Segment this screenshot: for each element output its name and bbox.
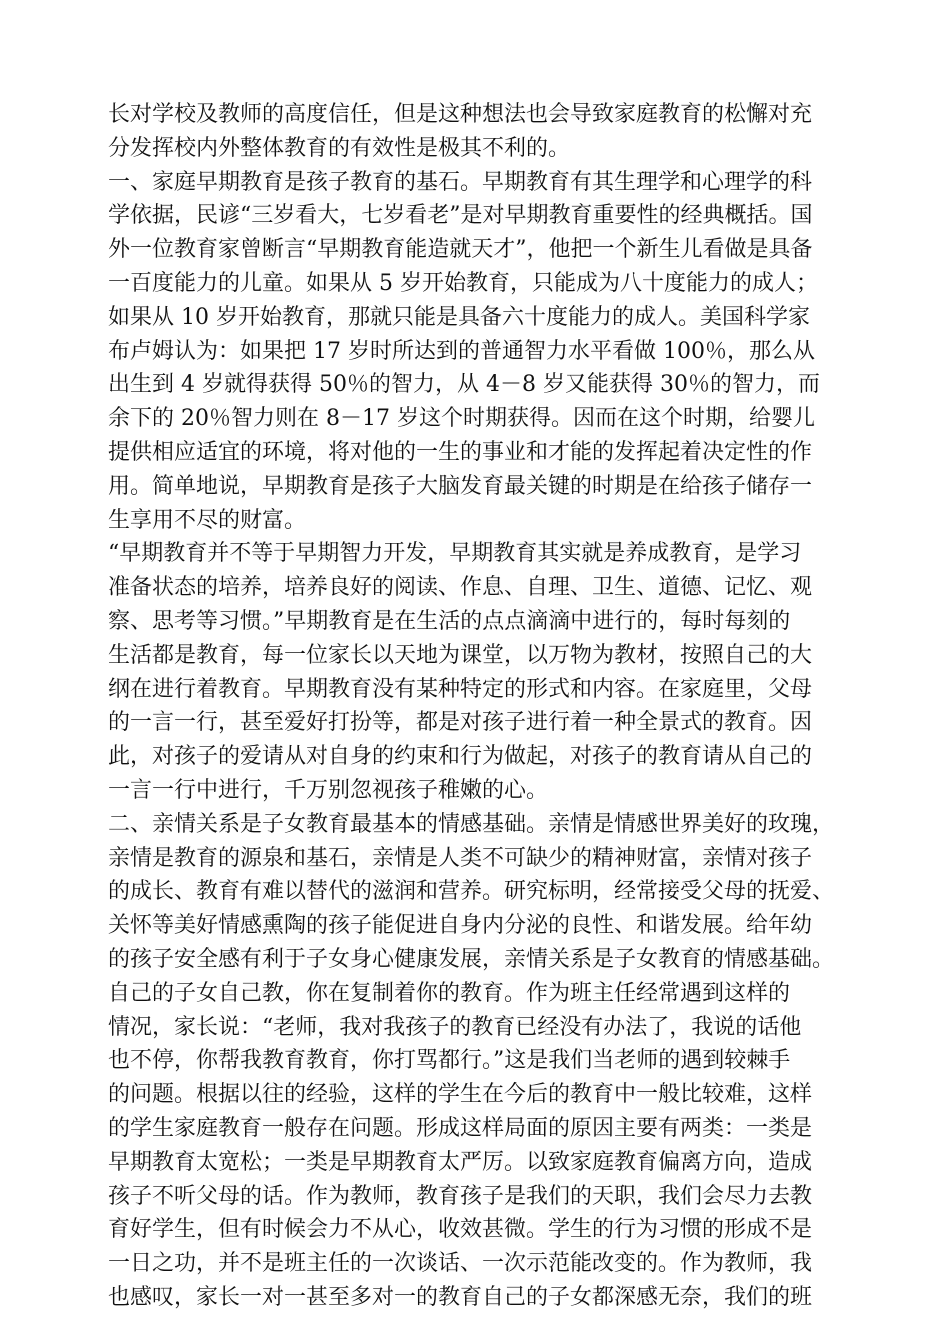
text-line: 一百度能力的儿童。如果从 5 岁开始教育，只能成为八十度能力的成人；	[108, 270, 818, 296]
text-line: 布卢姆认为：如果把 17 岁时所达到的普通智力水平看做 100％，那么从	[108, 338, 815, 364]
text-line: 用。简单地说，早期教育是孩子大脑发育最关键的时期是在给孩子储存一	[108, 473, 813, 499]
text-line: 亲情是教育的源泉和基石，亲情是人类不可缺少的精神财富，亲情对孩子	[108, 845, 813, 871]
text-line: 外一位教育家曾断言“早期教育能造就天才”，他把一个新生儿看做是具备	[108, 237, 813, 263]
text-line: 生活都是教育，每一位家长以天地为课堂，以万物为教材，按照自己的大	[108, 642, 813, 668]
text-line: 提供相应适宜的环境，将对他的一生的事业和才能的发挥起着决定性的作	[108, 439, 813, 465]
text-line: 分发挥校内外整体教育的有效性是极其不利的。	[108, 135, 571, 161]
text-line: 也感叹，家长一对一甚至多对一的教育自己的子女都深感无奈，我们的班	[108, 1284, 813, 1310]
text-line: 也不停，你帮我教育教育，你打骂都行。”这是我们当老师的遇到较棘手	[108, 1048, 791, 1074]
text-line: 的一言一行，甚至爱好打扮等，都是对孩子进行着一种全景式的教育。因	[108, 710, 813, 736]
text-line: 早期教育太宽松；一类是早期教育太严厉。以致家庭教育偏离方向，造成	[108, 1149, 813, 1175]
text-line: 生享用不尽的财富。	[108, 507, 307, 533]
text-line: 一日之功，并不是班主任的一次谈话、一次示范能改变的。作为教师，我	[108, 1251, 813, 1277]
text-line: “早期教育并不等于早期智力开发，早期教育其实就是养成教育，是学习	[108, 541, 802, 567]
text-line: 学依据，民谚“三岁看大，七岁看老”是对早期教育重要性的经典概括。国	[108, 203, 813, 229]
text-line: 的学生家庭教育一般存在问题。形成这样局面的原因主要有两类：一类是	[108, 1115, 813, 1141]
text-line: 纲在进行着教育。早期教育没有某种特定的形式和内容。在家庭里，父母	[108, 676, 813, 702]
text-line: 余下的 20％智力则在 8－17 岁这个时期获得。因而在这个时期，给婴儿	[108, 406, 815, 432]
text-line: 一言一行中进行，千万别忽视孩子稚嫩的心。	[108, 777, 549, 803]
text-line: 此，对孩子的爱请从对自身的约束和行为做起，对孩子的教育请从自己的	[108, 744, 813, 770]
text-line: 长对学校及教师的高度信任，但是这种想法也会导致家庭教育的松懈对充	[108, 102, 813, 127]
text-line: 如果从 10 岁开始教育，那就只能是具备六十度能力的成人。美国科学家	[108, 304, 810, 330]
text-line: 的成长、教育有难以替代的滋润和营养。研究标明，经常接受父母的抚爱、	[108, 879, 835, 905]
text-line: 情况，家长说：“老师，我对我孩子的教育已经没有办法了，我说的话他	[108, 1014, 802, 1040]
text-line: 孩子不听父母的话。作为教师，教育孩子是我们的天职，我们会尽力去教	[108, 1183, 813, 1209]
text-line: 的问题。根据以往的经验，这样的学生在今后的教育中一般比较难，这样	[108, 1082, 813, 1108]
text-line: 自己的子女自己教，你在复制着你的教育。作为班主任经常遇到这样的	[108, 980, 791, 1006]
text-line: 出生到 4 岁就得获得 50％的智力，从 4－8 岁又能获得 30％的智力，而	[108, 372, 820, 398]
text-line: 准备状态的培养，培养良好的阅读、作息、自理、卫生、道德、记忆、观	[108, 575, 813, 601]
text-line: 育好学生，但有时候会力不从心，收效甚微。学生的行为习惯的形成不是	[108, 1217, 813, 1243]
text-line: 二、亲情关系是子女教育最基本的情感基础。亲情是情感世界美好的玫瑰，	[108, 811, 835, 837]
text-line: 一、家庭早期教育是孩子教育的基石。早期教育有其生理学和心理学的科	[108, 169, 813, 195]
document-body	[108, 98, 868, 1315]
text-line: 的孩子安全感有利于子女身心健康发展，亲情关系是子女教育的情感基础。	[108, 946, 835, 972]
text-line: 察、思考等习惯。”早期教育是在生活的点点滴滴中进行的，每时每刻的	[108, 608, 791, 634]
text-line: 关怀等美好情感熏陶的孩子能促进自身内分泌的良性、和谐发展。给年幼	[108, 913, 813, 939]
